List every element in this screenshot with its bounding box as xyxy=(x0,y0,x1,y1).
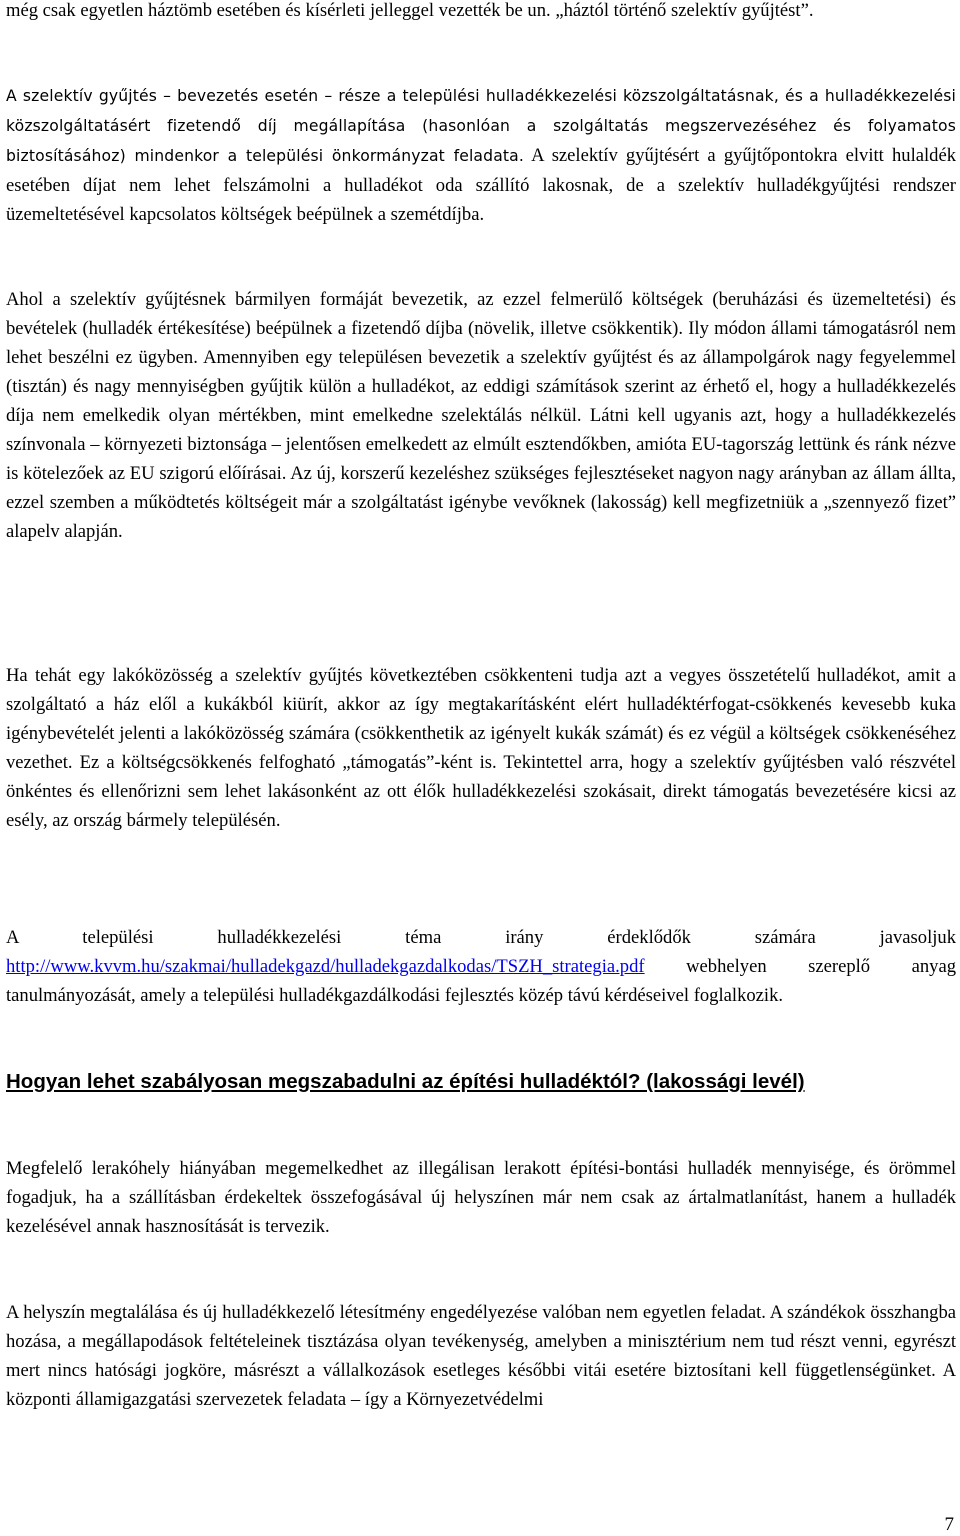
paragraph-selective-collection-fees xyxy=(6,81,956,229)
paragraph-intro-continuation: még csak egyetlen háztömb esetében és kísérleti jelleggel vezették be un. „háztól történő szelektív gyűjtést”. xyxy=(6,0,814,21)
paragraph-selective-collection-fees-serif: A szelektív gyűjtésért a gyűjtőpontokra elvitt hulaldék esetében díjat nem lehet felszámolni a hulladékot oda szállító lakosnak, de a szelektív hulladékgyűjtési rendszer üzemeltetésével kapcsolatos költségek beépülnek a szemétdíjba. xyxy=(6,145,957,225)
paragraph-selective-collection-fees-sans: A szelektív gyűjtés – bevezetés esetén – része a települési hulladékkezelési közszolgáltatásnak, és a hulladékkezelési közszolgáltatásért fizetendő díj megállapítása (hasonlóan a szolgáltatás megszervezéséhez és folyamatos biztosításához) mindenkor a települési önkormányzat feladata. xyxy=(6,87,956,165)
paragraph-community-savings: Ha tehát egy lakóközösség a szelektív gyűjtés következtében csökkenteni tudja azt a vegyes összetételű hulladékot, amit a szolgáltató a ház elől a kukákból kiürít, akkor az így megtakarításként elért hulladéktérfogat-csökkenés kevesebb kuka igénybevételét jelenti a lakóközösség számára (csökkenthetik az igényelt kukák számát) és ez végül a költségek csökkenéséhez vezethet. Ez a költségcsökkenés felfogható „támogatás”-ként is. Tekintettel arra, hogy a szelektív gyűjtésben való részvétel önkéntes és ellenőrizni sem lehet lakásonként az ott élők hulladékkezelési szokásait, direkt támogatás bevezetésére kicsi az esély, az ország bármely településén. xyxy=(6,665,956,831)
paragraph-site-selection: A helyszín megtalálása és új hulladékkezelő létesítmény engedélyezése valóban nem egyetlen feladat. A szándékok összhangba hozása, a megállapodások feltételeinek tisztázása olyan tevékenység, amelyben a minisztérium nem tud részt venni, egyrészt mert nincs hatósági jogköre, másrészt a vállalkozások esetleges későbbi vitái esetére biztosítani kell függetlenségünket. A központi államigazgatási szervezetek feladata – így a Környezetvédelmi xyxy=(6,1302,956,1410)
recommendation-text: A települési hulladékkezelési téma irány érdeklődők számára javasoljuk xyxy=(6,927,956,948)
page-number: 7 xyxy=(944,1514,954,1535)
paragraph-illegal-dumping: Megfelelő lerakóhely hiányában megemelkedhet az illegálisan lerakott építési-bontási hulladék mennyisége, és örömmel fogadjuk, ha a szállításban érdekeltek összefogásával új helyszínen már nem csak az ártalmatlanítást, hanem a hulladék kezelésével annak hasznosítását is tervezik. xyxy=(6,1158,956,1237)
section-heading-construction-waste: Hogyan lehet szabályosan megszabadulni az építési hulladéktól? (lakossági levél) xyxy=(6,1070,805,1093)
strategy-pdf-link[interactable]: http://www.kvvm.hu/szakmai/hulladekgazd/hulladekgazdalkodas/TSZH_strategia.pdf xyxy=(6,956,645,977)
paragraph-costs-and-revenues: Ahol a szelektív gyűjtésnek bármilyen formáját bevezetik, az ezzel felmerülő költségek (beruházási és üzemeltetési) és bevételek (hulladék értékesítése) beépülnek a fizetendő díjba (növelik, illetve csökkentik). Ily módon állami támogatásról nem lehet beszélni ez ügyben. Amennyiben egy településen bevezetik a szelektív gyűjtést és az állampolgárok nagy fegyelemmel (tisztán) és nagy mennyiségben gyűjtik külön a hulladékot, az eddigi számítások szerint az érhető el, hogy a hulladékkezelés díja nem emelkedik olyan mértékben, mint emelkedne szelektálás nélkül. Látni kell ugyanis azt, hogy a hulladékkezelés színvonala – környezeti biztonsága – jelentősen emelkedett az elmúlt esztendőkben, amióta EU-tagország lettünk és ránk nézve is kötelezőek az EU szigorú előírásai. Az új, korszerű kezeléshez szükséges fejlesztéseket nagyon nagy arányban az állam állta, ezzel szemben a működtetés költségeit már a szolgáltatást igénybe vevőknek (lakosság) kell megfizetniük a „szennyező fizet” alapelv alapján. xyxy=(6,289,956,542)
paragraph-recommended-reading xyxy=(6,923,956,1010)
recommendation-text-continued: webhelyen szereplő anyag tanulmányozását, amely a települési hulladékgazdálkodási fejlesztés közép távú kérdéseivel foglalkozik. xyxy=(6,956,956,1006)
